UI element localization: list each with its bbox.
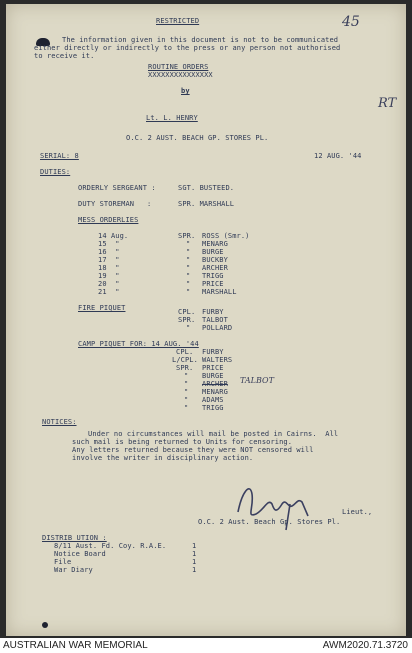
camp-rank: " [184, 380, 189, 388]
camp-piquet-heading: CAMP PIQUET FOR: 14 AUG. '44 [78, 340, 199, 348]
orderly-sergeant-value: SGT. BUSTEED. [178, 184, 235, 192]
mess-orderlies-heading: MESS ORDERLIES [78, 216, 139, 224]
distribution-heading: DISTRIB UTION : [42, 534, 107, 542]
mess-name: MARSHALL [202, 288, 237, 296]
camp-name: ARCHER [202, 380, 228, 388]
handwritten-correction: TALBOT [240, 376, 274, 385]
notice-line-1: The information given in this document is not to be communicated [62, 36, 339, 44]
mess-name: BUCKBY [202, 256, 228, 264]
notice-line-2: either directly or indirectly to the press or any person not authorised [34, 44, 341, 52]
distribution-item: 8/11 Aust. Fd. Coy. R.A.E. [54, 542, 167, 550]
notice-text-1: Under no circumstances will mail be posted in Cairns. All [88, 430, 339, 438]
mess-rank: " [186, 264, 191, 272]
mess-rank: " [186, 256, 191, 264]
camp-name: FURBY [202, 348, 224, 356]
fire-rank: " [186, 324, 191, 332]
camp-name: WALTERS [202, 356, 233, 364]
mess-name: BURGE [202, 248, 224, 256]
camp-name: TRIGG [202, 404, 224, 412]
duty-storeman-value: SPR. MARSHALL [178, 200, 235, 208]
mess-rank: " [186, 272, 191, 280]
distribution-qty: 1 [192, 550, 197, 558]
distribution-item: Notice Board [54, 550, 106, 558]
notice-text-2: such mail is being returned to Units for censoring. [72, 438, 293, 446]
camp-name: BURGE [202, 372, 224, 380]
title-strikeout: XXXXXXXXXXXXXXX [148, 71, 213, 79]
camp-rank: SPR. [176, 364, 194, 372]
camp-rank: CPL. [176, 348, 194, 356]
mess-date: 19 " [98, 272, 120, 280]
mess-date: 14 Aug. [98, 232, 129, 240]
mess-rank: SPR. [178, 232, 196, 240]
footer-accession: AWM2020.71.3720 [322, 640, 408, 651]
fire-rank: CPL. [178, 308, 196, 316]
fire-name: FURBY [202, 308, 224, 316]
camp-rank: L/CPL. [172, 356, 198, 364]
camp-name: PRICE [202, 364, 224, 372]
fire-name: POLLARD [202, 324, 233, 332]
footer-bar [0, 638, 412, 653]
mess-date: 18 " [98, 264, 120, 272]
notices-heading: NOTICES: [42, 418, 77, 426]
by-label: by [181, 87, 190, 95]
mess-name: ROSS (Smr.) [202, 232, 250, 240]
camp-name: MENARG [202, 388, 228, 396]
camp-rank: " [184, 396, 189, 404]
fire-piquet-heading: FIRE PIQUET [78, 304, 126, 312]
distribution-qty: 1 [192, 542, 197, 550]
punch-hole [42, 622, 48, 628]
fire-rank: SPR. [178, 316, 196, 324]
duty-storeman-label: DUTY STOREMAN : [78, 200, 152, 208]
serial-date: 12 AUG. '44 [314, 152, 362, 160]
distribution-item: File [54, 558, 72, 566]
signature-rank: Lieut., [342, 508, 373, 516]
notice-text-4: involve the writer in disciplinary action. [72, 454, 254, 462]
classification: RESTRICTED [156, 17, 200, 25]
notice-line-3: to receive it. [34, 52, 95, 60]
distribution-qty: 1 [192, 558, 197, 566]
mess-date: 16 " [98, 248, 120, 256]
mess-name: MENARG [202, 240, 228, 248]
mess-date: 20 " [98, 280, 120, 288]
distribution-item: War Diary [54, 566, 93, 574]
mess-date: 15 " [98, 240, 120, 248]
handwritten-number: 45 [342, 14, 360, 30]
signature-unit: O.C. 2 Aust. Beach Gp. Stores Pl. [198, 518, 341, 526]
unit-name: O.C. 2 AUST. BEACH GP. STORES PL. [126, 134, 269, 142]
serial-number: SERIAL: 8 [40, 152, 79, 160]
mess-name: TRIGG [202, 272, 224, 280]
mess-date: 21 " [98, 288, 120, 296]
notice-text-3: Any letters returned because they were NOT censored will [72, 446, 314, 454]
mess-rank: " [186, 240, 191, 248]
title-routine-orders: ROUTINE ORDERS [148, 63, 209, 71]
fire-name: TALBOT [202, 316, 228, 324]
margin-initials: RT [378, 96, 397, 111]
camp-name: ADAMS [202, 396, 224, 404]
mess-date: 17 " [98, 256, 120, 264]
mess-rank: " [186, 248, 191, 256]
officer-name: Lt. L. HENRY [146, 114, 198, 122]
distribution-qty: 1 [192, 566, 197, 574]
camp-rank: " [184, 372, 189, 380]
duties-heading: DUTIES: [40, 168, 71, 176]
mess-name: ARCHER [202, 264, 228, 272]
mess-rank: " [186, 280, 191, 288]
camp-rank: " [184, 404, 189, 412]
orderly-sergeant-label: ORDERLY SERGEANT : [78, 184, 156, 192]
footer-source: AUSTRALIAN WAR MEMORIAL [3, 640, 148, 651]
document-page [6, 4, 406, 636]
mess-name: PRICE [202, 280, 224, 288]
camp-rank: " [184, 388, 189, 396]
mess-rank: " [186, 288, 191, 296]
